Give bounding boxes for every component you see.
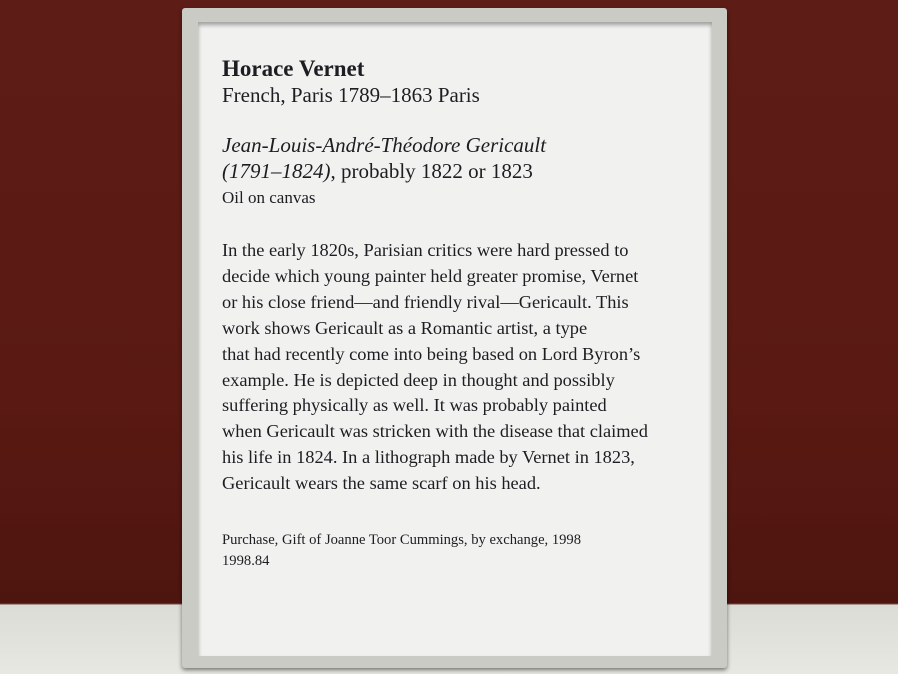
artist-nationality: French, Paris 1789–1863 Paris bbox=[222, 83, 480, 107]
artwork-title-date bbox=[222, 159, 533, 184]
description-line: or his close friend—and friendly rival—Gericault. This bbox=[222, 291, 629, 312]
artwork-date: , probably 1822 or 1823 bbox=[330, 159, 533, 183]
label-frame bbox=[182, 8, 727, 668]
sitter-dates: (1791–1824) bbox=[222, 159, 331, 183]
description-line: In the early 1820s, Parisian critics were hard pressed to bbox=[222, 240, 629, 260]
museum-label bbox=[198, 22, 712, 656]
description-line: decide which young painter held greater promise, Vernet bbox=[222, 265, 639, 286]
description-line: his life in 1824. In a lithograph made by Vernet in 1823, bbox=[222, 447, 635, 468]
label-description bbox=[222, 238, 648, 497]
description-line: that had recently come into being based on Lord Byron’s bbox=[222, 343, 641, 364]
credit-line: Purchase, Gift of Joanne Toor Cummings, by exchange, 1998 bbox=[222, 532, 582, 548]
artwork-title bbox=[222, 133, 546, 158]
artist-name: Horace Vernet bbox=[222, 56, 365, 81]
description-line: Gericault wears the same scarf on his head. bbox=[222, 473, 541, 494]
medium: Oil on canvas bbox=[222, 188, 316, 207]
description-line: work shows Gericault as a Romantic artist, a type bbox=[222, 317, 588, 338]
description-line: when Gericault was stricken with the disease that claimed bbox=[222, 421, 648, 442]
description-line: example. He is depicted deep in thought and possibly bbox=[222, 369, 615, 390]
accession-number: 1998.84 bbox=[222, 553, 270, 569]
artwork-title-line1: Jean-Louis-André-Théodore Gericault bbox=[222, 133, 547, 157]
description-line: suffering physically as well. It was probably painted bbox=[222, 395, 607, 416]
credit-block bbox=[222, 530, 581, 572]
